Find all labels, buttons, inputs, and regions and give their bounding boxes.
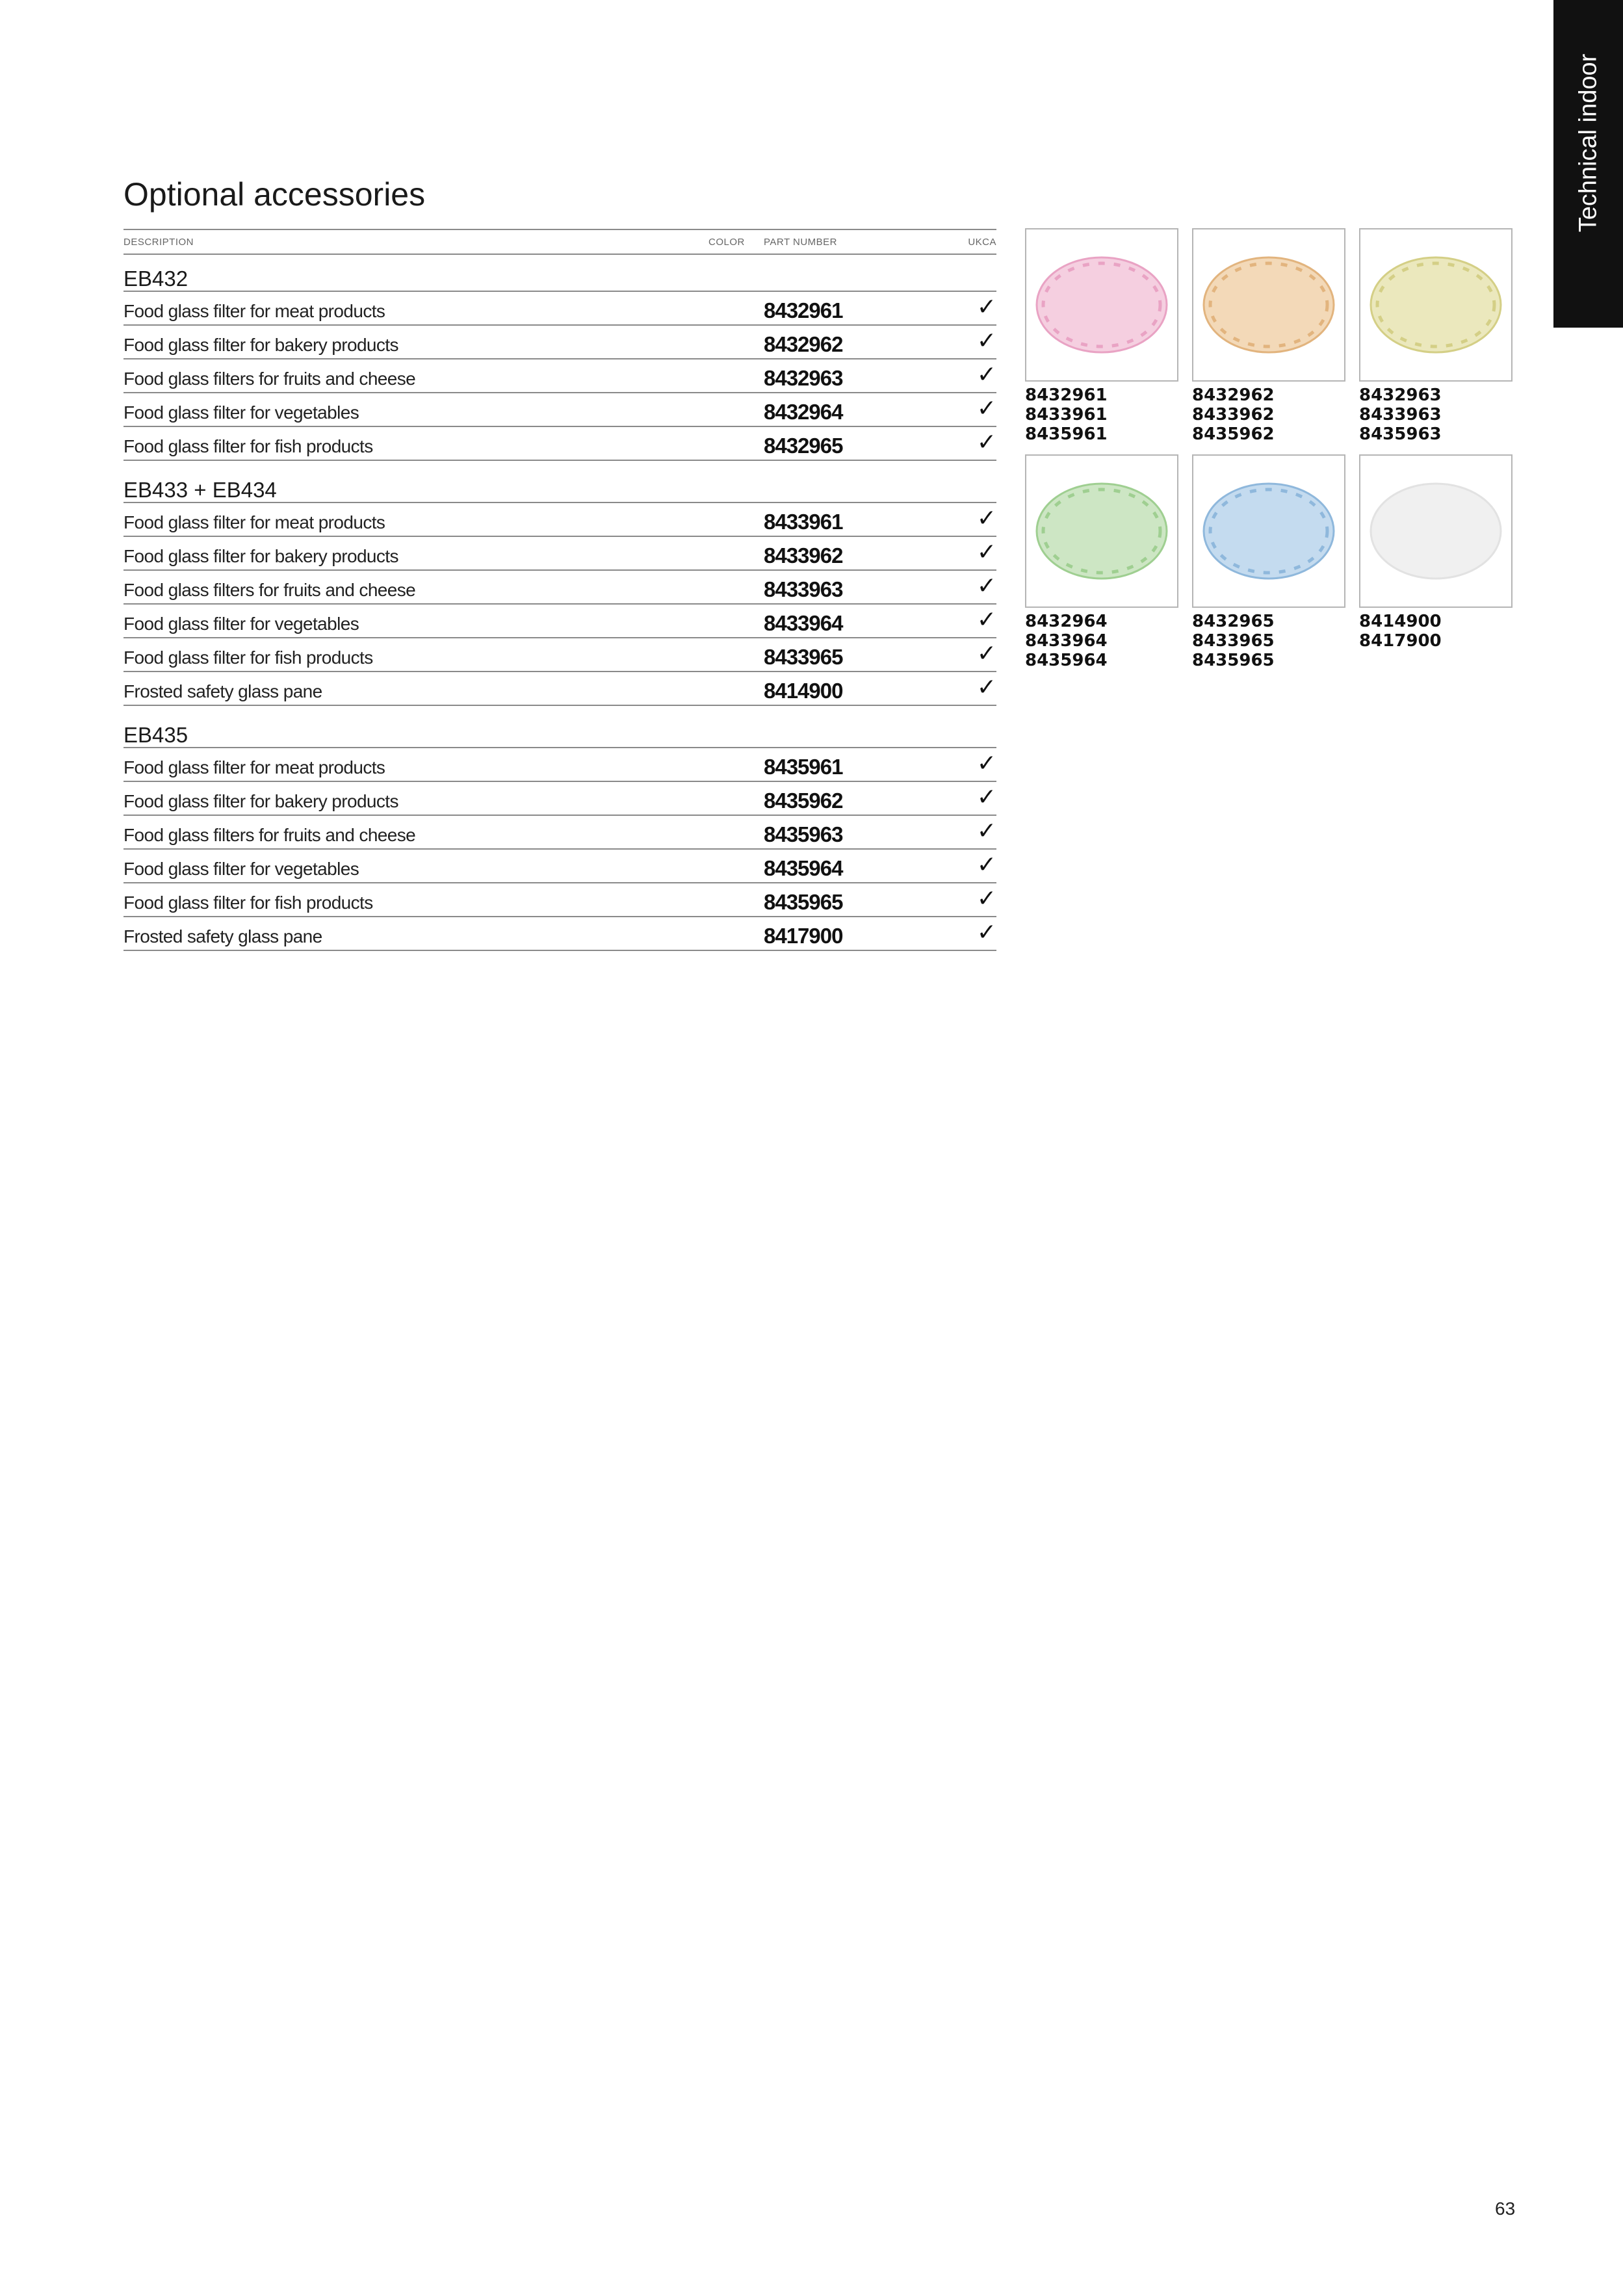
thumbnail-part-number: 8432964 (1025, 612, 1108, 631)
row-description: Food glass filter for fish products (123, 436, 373, 456)
row-part-number: 8435963 (764, 822, 843, 846)
row-part-number: 8435962 (764, 789, 843, 813)
table-row (123, 427, 996, 461)
row-description: Frosted safety glass pane (123, 681, 322, 701)
thumbnail-part-number: 8433964 (1025, 631, 1108, 651)
ukca-check-icon: ✓ (976, 505, 996, 532)
row-description: Food glass filters for fruits and cheese (123, 369, 416, 389)
table-row (123, 292, 996, 326)
thumbnail-codes (1192, 612, 1345, 670)
header-ukca: UKCA (968, 237, 996, 248)
filter-image-frame (1025, 454, 1178, 608)
filter-image-frame (1359, 228, 1513, 382)
thumbnail-part-number: 8432965 (1192, 612, 1275, 631)
table-row (123, 393, 996, 427)
row-description: Food glass filter for fish products (123, 893, 373, 913)
row-description: Food glass filter for bakery products (123, 791, 398, 811)
row-description: Food glass filter for vegetables (123, 402, 359, 423)
row-part-number: 8433961 (764, 510, 843, 534)
group-title: EB435 (123, 711, 996, 748)
filter-thumbnail (1025, 228, 1178, 444)
thumbnail-part-number: 8414900 (1359, 612, 1442, 631)
thumbnail-part-number: 8435961 (1025, 424, 1108, 444)
row-description: Food glass filters for fruits and cheese (123, 580, 416, 600)
thumbnail-codes (1192, 385, 1345, 444)
table-row (123, 638, 996, 672)
thumbnail-part-number: 8417900 (1359, 631, 1442, 651)
row-part-number: 8435964 (764, 856, 843, 880)
thumbnail-codes (1025, 385, 1178, 444)
glass-filter-disc-icon (1368, 253, 1504, 357)
table-header (123, 229, 996, 255)
group-title: EB433 + EB434 (123, 466, 996, 503)
table-body (123, 255, 996, 951)
ukca-check-icon: ✓ (976, 607, 996, 633)
glass-filter-disc-icon (1201, 253, 1337, 357)
table-row (123, 359, 996, 393)
header-part-number: PART NUMBER (764, 237, 838, 248)
row-description: Food glass filter for meat products (123, 301, 385, 321)
row-part-number: 8432961 (764, 298, 843, 322)
thumbnail-codes (1025, 612, 1178, 670)
row-description: Food glass filter for bakery products (123, 546, 398, 566)
row-part-number: 8435961 (764, 755, 843, 779)
row-part-number: 8435965 (764, 890, 843, 914)
thumbnail-codes (1359, 612, 1513, 651)
table-row (123, 883, 996, 917)
filter-thumbnail (1359, 454, 1513, 651)
ukca-check-icon: ✓ (976, 674, 996, 701)
thumbnail-part-number: 8433962 (1192, 405, 1275, 424)
accessories-table (123, 229, 996, 951)
row-part-number: 8432964 (764, 400, 843, 424)
table-row (123, 782, 996, 816)
thumbnail-part-number: 8433963 (1359, 405, 1442, 424)
row-part-number: 8433965 (764, 645, 843, 669)
row-part-number: 8433964 (764, 611, 843, 635)
thumbnail-part-number: 8432963 (1359, 385, 1442, 405)
filter-thumbnail (1192, 228, 1345, 444)
ukca-check-icon: ✓ (976, 328, 996, 354)
ukca-check-icon: ✓ (976, 852, 996, 878)
thumbnail-codes (1359, 385, 1513, 444)
group-gap (123, 461, 996, 466)
row-part-number: 8432965 (764, 434, 843, 458)
section-tab-label: Technical indoor (1574, 53, 1602, 233)
table-row (123, 816, 996, 850)
filter-thumbnail (1192, 454, 1345, 670)
ukca-check-icon: ✓ (976, 539, 996, 566)
ukca-check-icon: ✓ (976, 294, 996, 320)
table-row (123, 571, 996, 605)
section-tab (1553, 0, 1623, 328)
glass-filter-disc-icon (1033, 479, 1170, 583)
filter-thumbnail (1025, 454, 1178, 670)
ukca-check-icon: ✓ (976, 573, 996, 599)
row-part-number: 8414900 (764, 679, 843, 703)
ukca-check-icon: ✓ (976, 361, 996, 388)
ukca-check-icon: ✓ (976, 818, 996, 844)
row-description: Food glass filter for vegetables (123, 614, 359, 634)
glass-filter-disc-icon (1368, 479, 1504, 583)
filter-image-frame (1192, 454, 1345, 608)
row-description: Food glass filters for fruits and cheese (123, 825, 416, 845)
row-part-number: 8432963 (764, 366, 843, 390)
header-color: COLOR (708, 237, 745, 248)
ukca-check-icon: ✓ (976, 750, 996, 777)
thumbnail-part-number: 8433965 (1192, 631, 1275, 651)
row-part-number: 8433963 (764, 577, 843, 601)
thumbnail-part-number: 8435963 (1359, 424, 1442, 444)
row-part-number: 8433962 (764, 543, 843, 567)
thumbnail-part-number: 8432961 (1025, 385, 1108, 405)
row-description: Frosted safety glass pane (123, 926, 322, 946)
header-description: DESCRIPTION (123, 237, 194, 248)
page-number: 63 (1495, 2198, 1516, 2219)
table-row (123, 748, 996, 782)
filter-thumbnail (1359, 228, 1513, 444)
row-description: Food glass filter for meat products (123, 512, 385, 532)
table-row (123, 605, 996, 638)
ukca-check-icon: ✓ (976, 429, 996, 456)
row-description: Food glass filter for vegetables (123, 859, 359, 879)
table-row (123, 917, 996, 951)
ukca-check-icon: ✓ (976, 885, 996, 912)
row-description: Food glass filter for bakery products (123, 335, 398, 355)
table-row (123, 672, 996, 706)
ukca-check-icon: ✓ (976, 919, 996, 946)
table-row (123, 503, 996, 537)
row-part-number: 8432962 (764, 332, 843, 356)
thumbnail-part-number: 8435964 (1025, 651, 1108, 670)
ukca-check-icon: ✓ (976, 640, 996, 667)
thumbnail-part-number: 8433961 (1025, 405, 1108, 424)
row-part-number: 8417900 (764, 924, 843, 948)
thumbnail-part-number: 8435965 (1192, 651, 1275, 670)
ukca-check-icon: ✓ (976, 395, 996, 422)
filter-image-frame (1192, 228, 1345, 382)
thumbnail-part-number: 8435962 (1192, 424, 1275, 444)
thumbnail-part-number: 8432962 (1192, 385, 1275, 405)
filter-image-frame (1025, 228, 1178, 382)
row-description: Food glass filter for fish products (123, 647, 373, 668)
filter-image-frame (1359, 454, 1513, 608)
page-title: Optional accessories (123, 176, 426, 213)
table-row (123, 537, 996, 571)
table-row (123, 326, 996, 359)
group-gap (123, 706, 996, 711)
row-description: Food glass filter for meat products (123, 757, 385, 777)
glass-filter-disc-icon (1033, 253, 1170, 357)
ukca-check-icon: ✓ (976, 784, 996, 811)
glass-filter-disc-icon (1201, 479, 1337, 583)
table-row (123, 850, 996, 883)
group-title: EB432 (123, 255, 996, 292)
